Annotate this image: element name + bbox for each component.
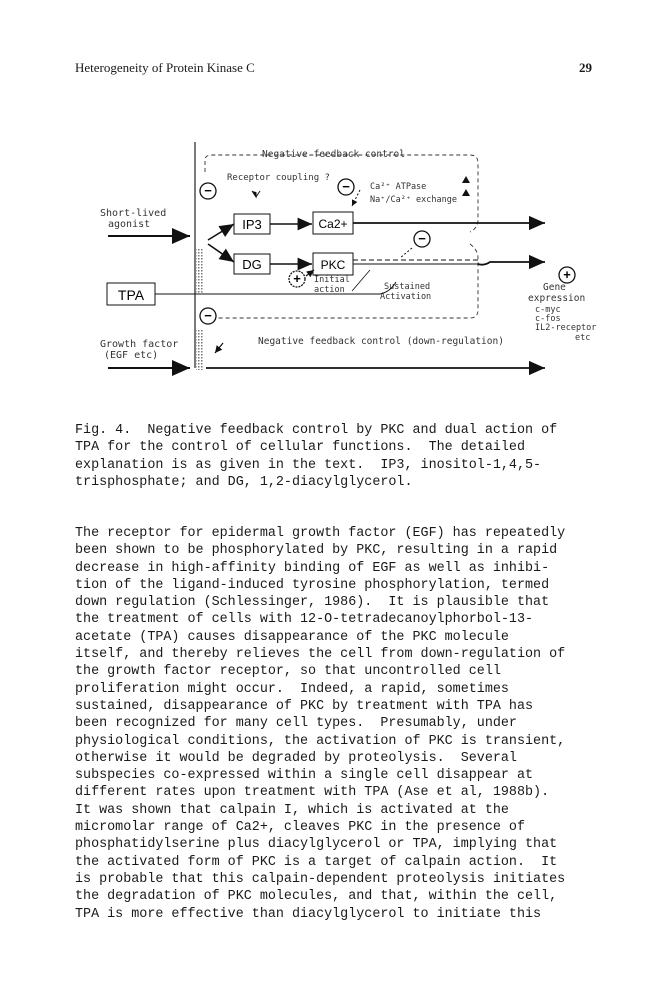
body-line: subspecies co-expressed within a single cell disappear at bbox=[75, 768, 534, 784]
body-line: decrease in high-affinity binding of EGF as well as inhibi- bbox=[75, 560, 550, 576]
pkc-inhibition-link bbox=[400, 248, 412, 258]
expression-label: expression bbox=[528, 293, 586, 304]
body-line: otherwise it would be degraded by proteolysis. Several bbox=[75, 750, 517, 766]
pkc-label: PKC bbox=[320, 258, 346, 272]
dg-label: DG bbox=[242, 257, 262, 272]
tpa-line bbox=[155, 282, 396, 294]
activation-label: Activation bbox=[380, 292, 432, 302]
minus-sign: − bbox=[342, 179, 350, 194]
body-line: been recognized for many cell types. Presumably, under bbox=[75, 716, 517, 732]
exchange-label: Na⁺/Ca²⁺ exchange bbox=[370, 195, 457, 205]
running-title: Heterogeneity of Protein Kinase C bbox=[75, 60, 255, 75]
page-number: 29 bbox=[579, 60, 592, 75]
caption-line: explanation is as given in the text. IP3, inositol-1,4,5- bbox=[75, 457, 542, 473]
growth-factor-label: Growth factor bbox=[100, 339, 179, 350]
body-line: different rates upon treatment with TPA (Ase et al, 1988b). bbox=[75, 785, 550, 801]
sustained-label: Sustained bbox=[384, 282, 431, 292]
top-feedback-label: Negative feedback control bbox=[262, 149, 405, 160]
body-line: micromolar range of Ca2+, cleaves PKC in the presence of bbox=[75, 820, 525, 836]
c-myc-label: c-myc bbox=[535, 305, 561, 315]
up-arrow-icon bbox=[462, 176, 470, 183]
body-paragraph bbox=[75, 525, 635, 923]
agonist-label: agonist bbox=[108, 219, 151, 230]
down-arrow-icon bbox=[252, 191, 260, 197]
sustained-pointer bbox=[352, 270, 370, 291]
up-arrow-icon bbox=[462, 189, 470, 196]
signaling-diagram bbox=[0, 0, 666, 400]
ca-label: Ca2+ bbox=[318, 217, 348, 231]
ip3-label: IP3 bbox=[242, 217, 262, 232]
body-line: down regulation (Schlessinger, 1986). It is plausible that bbox=[75, 595, 550, 611]
caption-line: trisphosphate; and DG, 1,2-diacylglycerol. bbox=[75, 474, 413, 490]
il2-receptor-label: IL2-receptor bbox=[535, 323, 597, 333]
plus-sign: + bbox=[563, 267, 571, 282]
body-line: phosphatidylserine plus diacylglycerol or TPA, implying that bbox=[75, 837, 558, 853]
ca-atpase-label: Ca²⁺ ATPase bbox=[370, 182, 427, 192]
body-line: been shown to be phosphorylated by PKC, resulting in a rapid bbox=[75, 543, 558, 559]
c-fos-label: c-fos bbox=[535, 314, 561, 324]
short-lived-label: Short-lived bbox=[100, 208, 167, 219]
body-line: the growth factor receptor, so that uncontrolled cell bbox=[75, 664, 501, 680]
pkc-output-arrow bbox=[478, 262, 545, 265]
body-line: It was shown that calpain I, which is activated at the bbox=[75, 802, 509, 818]
tpa-label: TPA bbox=[117, 287, 145, 303]
minus-sign: − bbox=[204, 308, 212, 323]
etc-label: etc bbox=[575, 333, 591, 343]
caption-line: TPA for the control of cellular functions. The detailed bbox=[75, 440, 525, 456]
body-line: is probable that this calpain-dependent proteolysis initiates bbox=[75, 871, 566, 887]
initial-label: Initial bbox=[314, 275, 350, 285]
membrane-receptor-shade-2 bbox=[196, 330, 204, 370]
body-line: physiological conditions, the activation of PKC is transient, bbox=[75, 733, 566, 749]
minus-sign: − bbox=[204, 183, 212, 198]
body-line: tion of the ligand-induced tyrosine phosphorylation, termed bbox=[75, 577, 550, 593]
ca-feedback-arrow bbox=[352, 190, 360, 206]
figure-4-diagram bbox=[0, 0, 666, 400]
branch-arrow-dg bbox=[208, 244, 234, 262]
receptor-feedback-arrow bbox=[215, 343, 223, 353]
caption-line: Fig. 4. Negative feedback control by PKC and dual action of bbox=[75, 423, 558, 438]
body-line: sustained, disappearance of PKC by treatment with TPA has bbox=[75, 698, 534, 714]
body-line: TPA is more effective than diacylglycerol to initiate this bbox=[75, 906, 542, 922]
action-label: action bbox=[314, 285, 345, 295]
body-line: The receptor for epidermal growth factor (EGF) has repeatedly bbox=[75, 526, 566, 541]
egf-label: (EGF etc) bbox=[104, 350, 159, 361]
figure-caption bbox=[75, 422, 635, 491]
gene-label: Gene bbox=[543, 282, 566, 293]
minus-sign: − bbox=[418, 231, 426, 246]
body-line: the treatment of cells with 12-O-tetradecanoylphorbol-13- bbox=[75, 612, 534, 628]
bottom-feedback-label: Negative feedback control (down-regulation) bbox=[258, 336, 504, 347]
body-line: the degradation of PKC molecules, and that, within the cell, bbox=[75, 889, 558, 905]
body-line: the activated form of PKC is a target of calpain action. It bbox=[75, 854, 558, 870]
body-line: acetate (TPA) causes disappearance of the PKC molecule bbox=[75, 629, 509, 645]
body-line: proliferation might occur. Indeed, a rapid, sometimes bbox=[75, 681, 509, 697]
branch-arrow-ip3 bbox=[208, 224, 234, 240]
plus-sign: + bbox=[293, 271, 301, 286]
membrane-receptor-shade-1 bbox=[196, 248, 204, 294]
body-line: itself, and thereby relieves the cell from down-regulation of bbox=[75, 647, 566, 663]
receptor-label: Receptor coupling ? bbox=[227, 173, 330, 183]
